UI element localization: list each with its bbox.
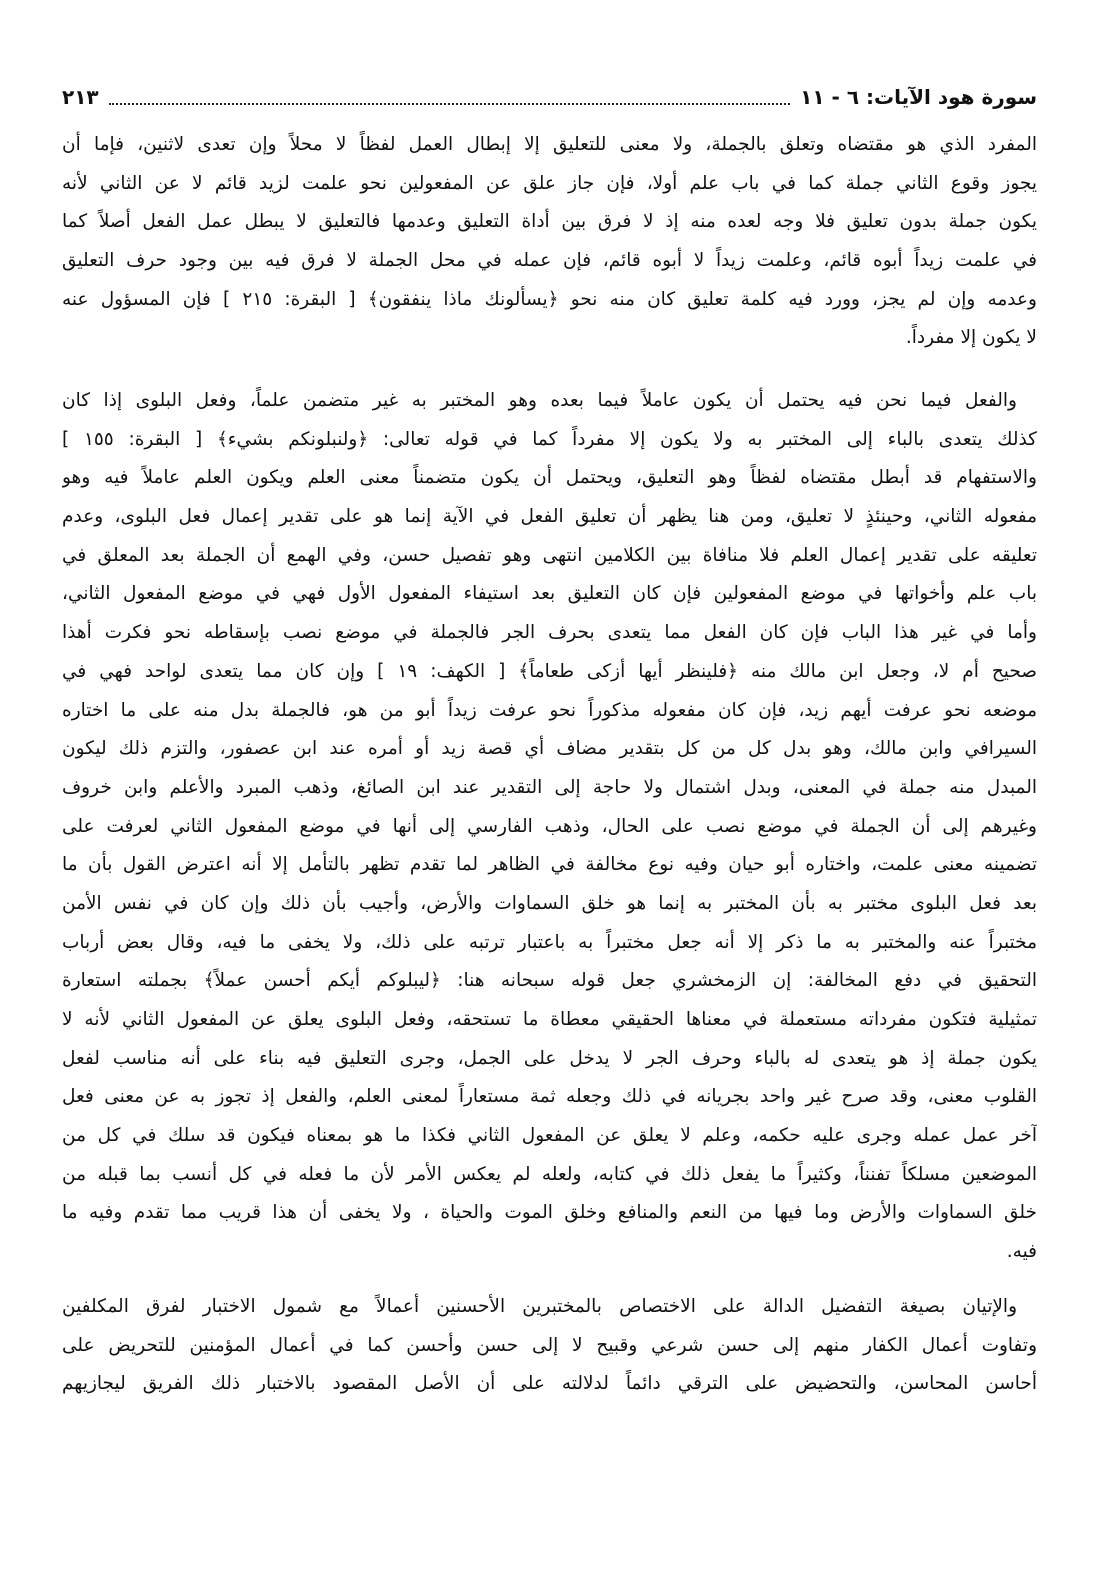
text-line: وتفاوت أعمال الكفار منهم إلى حسن شرعي وقبيح لا إلى حسن وأحسن كما في أعمال المؤمنين للتحريض على [62, 1334, 1037, 1356]
text-line: القلوب معنى، وقد صرح غير واحد بجريانه في ذلك وجعله ثمة مستعاراً لمعنى العلم، والفعل إذ تجوز به عن معنى فعل [62, 1086, 1037, 1108]
page-number: ٢١٣ [62, 85, 99, 109]
paragraph-3 [62, 1288, 1037, 1404]
text-line: يجوز وقوع الثاني جملة كما في باب علم أولا، فإن جاز علق عن المفعولين نحو علمت لزيد قائم لا عن الثاني لأنه [62, 172, 1037, 194]
text-line: يكون جملة بدون تعليق فلا وجه لعده منه إذ لا فرق بين أداة التعليق وعدمها فالتعليق لا يبطل عمل الفعل أصلاً كما [62, 211, 1037, 233]
text-line: وأما في غير هذا الباب فإن كان الفعل مما يتعدى بحرف الجر فالجملة في موضع نصب بإسقاطه نحو فكرت أهذا [62, 622, 1037, 644]
text-line: تضمينه معنى علمت، واختاره أبو حيان وفيه نوع مخالفة في الظاهر لما تقدم تظهر بالتأمل إلا أنه اعترض القول بأن ما [62, 854, 1037, 876]
text-line: مفعوله الثاني، وحينئذٍ لا تعليق، ومن هنا يظهر أن تعليق الفعل في الآية إنما هو على تقدير إعمال فعل البلوى، وعدم [62, 506, 1037, 528]
text-line: في علمت زيداً أبوه قائم، وعلمت زيداً لا أبوه قائم، فإن عمله في محل الجملة لا فرق فيه بين وجود حرف التعليق [62, 250, 1037, 272]
text-line: السيرافي وابن مالك، وهو بدل كل من كل بتقدير مضاف أي قصة زيد أو أمره عند ابن عصفور، والتزم ذلك ليكون [62, 738, 1037, 760]
text-line: كذلك يتعدى بالباء إلى المختبر به ولا يكون إلا مفرداً كما في قوله تعالى: ﴿ولنبلونكم بشيء﴾ [ البقرة: ١٥٥ ] [62, 428, 1037, 450]
text-line: موضعه نحو عرفت أيهم زيد، فإن كان مفعوله مذكوراً نحو عرفت زيداً أبو من هو، فالجملة بدل منه على ما اختاره [62, 699, 1037, 721]
text-line: خلق السماوات والأرض وما فيها من النعم والمنافع وخلق الموت والحياة ، ولا يخفى أن هذا قريب مما تقدم وفيه ما [62, 1202, 1037, 1224]
text-line: والاستفهام قد أبطل مقتضاه لفظاً وهو التعليق، ويحتمل أن يكون متضمناً معنى العلم ويكون العلم عاملاً فيه وهو [62, 467, 1037, 489]
text-line: يكون جملة إذ هو يتعدى له بالباء وحرف الجر لا يدخل على الجمل، وجرى التعليق فيه بناء على أنه مناسب لفعل [62, 1047, 1037, 1069]
text-line: بعد فعل البلوى مختبر به بأن المختبر به إنما هو خلق السماوات والأرض، وأجيب بأن ذلك وإن كان في نفس الأمن [62, 892, 1037, 914]
text-line: صحيح أم لا، وجعل ابن مالك منه ﴿فلينظر أيها أزكى طعاماً﴾ [ الكهف: ١٩ ] وإن كان مما يتعدى لواحد فهي في [62, 660, 1037, 682]
text-line: لا يكون إلا مفرداً. [905, 327, 1037, 349]
text-line: المفرد الذي هو مقتضاه وتعلق بالجملة، ولا معنى للتعليق إلا إبطال العمل لفظاً لا محلاً وإن تعدى لاثنين، فإما أن [62, 134, 1037, 155]
text-line: والفعل فيما نحن فيه يحتمل أن يكون عاملاً فيما بعده وهو المختبر به غير متضمن علماً، وفعل البلوى إذا كان [62, 390, 1017, 411]
text-line: آخر عمل عمله وجرى عليه حكمه، وعلم لا يعلق عن المفعول الثاني فكذا ما هو بمعناه فيكون قد سلك في كل من [62, 1125, 1037, 1147]
text-line: تمثيلية فتكون مفرداته مستعملة في معناها الحقيقي معطاة ما تستحقه، وفعل البلوى يعلق عن المفعول الثاني لأنه لا [62, 1009, 1037, 1030]
paragraph-1 [62, 126, 1037, 358]
text-line: المبدل منه جملة في المعنى، وبدل اشتمال ولا حاجة إلى التقدير عند ابن الصائغ، وذهب المبرد والأعلم وابن خروف [62, 776, 1037, 798]
paragraph-2 [62, 382, 1037, 1272]
leader-dots [109, 89, 791, 105]
text-line: باب علم وأخواتها في موضع المفعولين فإن كان التعليق بعد استيفاء المفعول الأول فهي في موضع المفعول الثاني، [62, 583, 1037, 605]
text-line: مختبراً عنه والمختبر به ما ذكر إلا أنه جعل مختبراً به باعتبار ترتبه على ذلك، ولا يخفى ما فيه، وقال بعض أرباب [62, 931, 1037, 953]
text-line: التحقيق في دفع المخالفة: إن الزمخشري جعل قوله سبحانه هنا: ﴿ليبلوكم أيكم أحسن عملاً﴾ بجملته استعارة [62, 970, 1037, 992]
text-line: وعدمه وإن لم يجز، وورد فيه كلمة تعليق كان منه نحو ﴿يسألونك ماذا ينفقون﴾ [ البقرة: ٢١٥ ] فإن المسؤول عنه [62, 288, 1037, 310]
text-line: وغيرهم إلى أن الجملة في موضع نصب على الحال، وذهب الفارسي إلى أنها في موضع المفعول الثاني لعرفت على [62, 815, 1037, 837]
text-line: والإتيان بصيغة التفضيل الدالة على الاختصاص بالمختبرين الأحسنين أعمالاً مع شمول الاختبار لفرق المكلفين [62, 1296, 1017, 1317]
running-header [62, 82, 1037, 112]
header-title: سورة هود الآيات: ٦ - ١١ [800, 85, 1037, 109]
text-line: فيه. [1006, 1241, 1037, 1263]
text-line: الموضعين مسلكاً تفنناً، وكثيراً ما يفعل ذلك في كتابه، ولعله لم يعكس الأمر لأن ما فعله في كل أنسب بما قبله من [62, 1163, 1037, 1185]
text-line: أحاسن المحاسن، والتحضيض على الترقي دائماً لدلالته على أن الأصل المقصود بالاختبار ذلك الفريق ليجازيهم [62, 1373, 1037, 1395]
text-line: تعليقه على تقدير إعمال العلم فلا منافاة بين الكلامين انتهى وهو تفصيل حسن، وفي الهمع أن الجملة بعد المعلق في [62, 544, 1037, 566]
